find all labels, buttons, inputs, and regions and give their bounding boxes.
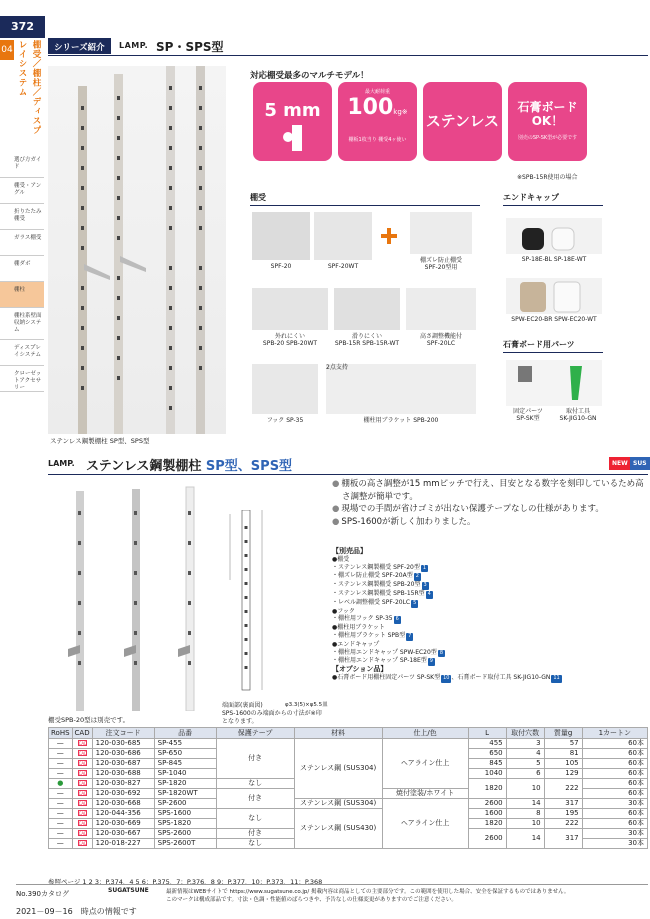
- product-label: SPF-20WT: [327, 263, 359, 270]
- cad-icon: CAD: [78, 771, 88, 776]
- product-label: 滑りにくい SPB-15R SPB-15R-WT: [334, 333, 400, 347]
- cad-icon: CAD: [78, 741, 88, 746]
- cad-icon: CAD: [78, 801, 88, 806]
- nav-item-angle[interactable]: 棚受・アングル: [0, 178, 44, 204]
- drawing-caption: 端面部(裏面図) SPS-1600のみ端面からの寸法が※印となります。: [222, 702, 322, 725]
- product-image: [252, 364, 318, 414]
- product-label: 2点支持: [326, 364, 348, 371]
- product-image: [252, 212, 310, 260]
- cad-icon: CAD: [78, 791, 88, 796]
- product-image: [410, 212, 472, 254]
- table-header-row: RoHS CAD 注文コード 品番 保護テープ 材料 仕上/色 L 取付穴数 質量g 1カートン: [49, 728, 648, 739]
- chapter-name: 棚受／棚柱／ディスプレイシステム: [17, 40, 41, 135]
- gypsum-image: [506, 360, 602, 406]
- company-logo: SUGATSUNE: [108, 887, 149, 894]
- table-row: — CAD 120-030-692 SP-1820WT 付き 焼付塗装/ホワイト 60本: [49, 789, 648, 799]
- load-footnote: ※SPB-15R使用の場合: [517, 174, 578, 181]
- new-badge: NEW: [609, 457, 631, 470]
- catalog-number: No.390カタログ: [16, 890, 69, 898]
- sus-badge: SUS: [630, 457, 650, 470]
- product-title: ステンレス鋼製棚柱 SP型、SPS型: [86, 459, 293, 474]
- nav-item-dowel[interactable]: 棚ダボ: [0, 256, 44, 282]
- accessory-list: 【別売品】 ●棚受 ・ステンレス鋼製棚受 SPF-20型 1 ・棚ズレ防止棚受 SPF-20A型 2 ・ステンレス鋼製棚受 SPB-20型 3 ・ステンレス鋼製棚受 SPB-15R型 4 ・レベル調整棚受 SPF-20LC 5 ●フック ・棚柱用フック SP-35 6 ●棚柱用ブラケット ・棚柱用ブラケット SPB型 7 ●エンドキャップ ・棚柱用エンドキャップ SPW-EC20型 8 ・棚柱用エンドキャップ SP-18E型 9 【オプション品】 ●石膏ボード用棚柱固定パーツ SP-SK型 10 、石膏ボード取付工具 SK-JIG10-GN 11: [332, 547, 560, 681]
- gypsum-section-header: 石膏ボード用パーツ: [503, 339, 603, 353]
- cad-icon: CAD: [78, 761, 88, 766]
- feature-stainless: ステンレス: [423, 82, 502, 161]
- page-number: 372: [0, 16, 45, 38]
- nav-item-guide[interactable]: 選び方ガイド: [0, 152, 44, 178]
- chapter-sidebar: [0, 0, 45, 919]
- info-date: 2021－09－16 時点の情報です: [16, 907, 137, 916]
- brand-logo: LAMP.: [119, 41, 149, 50]
- reference-pages: 参照ページ 1 2 3：P.374、4 5 6：P.375、7：P.376、8 9：P.377、10：P.373、11：P.368: [48, 878, 323, 886]
- rails-caption: 棚受SPB-20型は別売です。: [48, 716, 130, 724]
- cad-icon: CAD: [78, 781, 88, 786]
- table-row: — CAD 120-030-669 SPS-1820 1820 10 222 60本: [49, 819, 648, 829]
- table-row: ● CAD 120-030-827 SP-1820 なし 1820 10 222 60本: [49, 779, 648, 789]
- gypsum-label: 取付工具 SK-JIG10-GN: [559, 408, 597, 422]
- nav-item-wall-system[interactable]: 棚柱系壁面収納システム: [0, 308, 44, 340]
- table-row: — CAD 120-030-668 SP-2600 ステンレス鋼 (SUS304) ヘアライン仕上 2600 14 317 30本: [49, 799, 648, 809]
- nav-item-shelf-rail[interactable]: 棚柱: [0, 282, 44, 308]
- product-image: [252, 288, 328, 330]
- shelf-section-header: 棚受: [250, 192, 480, 206]
- product-label: 棚柱用ブラケット SPB-200: [363, 417, 439, 424]
- product-image: [334, 288, 400, 330]
- table-row: — CAD 120-030-687 SP-845 845 5 105 60本: [49, 759, 648, 769]
- product-label: 高さ調整機能付 SPF-20LC: [419, 333, 462, 347]
- chapter-number: 04: [0, 40, 14, 60]
- chapter-nav: [0, 152, 44, 392]
- product-label: 外れにくい SPB-20 SPB-20WT: [262, 333, 318, 347]
- cad-icon: CAD: [78, 821, 88, 826]
- table-row: — CAD 120-030-667 SPS-2600 付き 2600 14 317 30本: [49, 829, 648, 839]
- tagline: 対応棚受最多のマルチモデル！: [250, 71, 369, 81]
- nav-item-folding[interactable]: 折りたたみ棚受: [0, 204, 44, 230]
- rails-photo: [48, 66, 226, 434]
- endcap-label: SP-18E-BL SP-18E-WT: [521, 256, 587, 263]
- product-label: 棚ズレ防止棚受 SPF-20型用: [419, 257, 462, 271]
- nav-item-glass[interactable]: ガラス棚受: [0, 230, 44, 256]
- feature-max-load: 最大耐荷重 100kg※ 棚板1枚当り 棚受4ヶ使い: [338, 82, 417, 161]
- feature-bullet: ● SPS-1600が新しく加わりました。: [332, 516, 644, 529]
- series-tag: シリーズ紹介: [48, 38, 111, 54]
- product-image: [314, 212, 372, 260]
- rail-illustration: [78, 66, 205, 434]
- cad-icon: CAD: [78, 751, 88, 756]
- series-header: [48, 38, 648, 56]
- series-title: SP・SPS型: [156, 40, 224, 54]
- endcap-image: [506, 278, 602, 314]
- endcap-section-header: エンドキャップ: [503, 192, 603, 206]
- nav-item-closet[interactable]: クローゼットアクセサリー: [0, 366, 44, 392]
- endcap-label: SPW-EC20-BR SPW-EC20-WT: [511, 316, 597, 323]
- product-label: フック SP-35: [266, 417, 304, 424]
- table-row: — CAD 120-044-356 SPS-1600 なし ステンレス鋼 (SUS430) 1600 8 195 60本: [49, 809, 648, 819]
- feature-gypsum: 石膏ボード OK！ 別売のSP-SK型が必要です: [508, 82, 587, 161]
- gypsum-label: 固定パーツ SP-SK型: [513, 408, 543, 422]
- rails-photo-caption: ステンレス鋼製棚柱 SP型、SPS型: [50, 437, 150, 445]
- feature-bullet: ● 棚板の高さ調整が15 mmピッチで行え、目安となる数字を刻印しているため高さ調整が簡単です。: [332, 478, 644, 503]
- table-row: — CAD 120-018-227 SPS-2600T なし 30本: [49, 839, 648, 849]
- product-label: SPF-20: [270, 263, 292, 270]
- cad-icon: CAD: [78, 831, 88, 836]
- table-row: — CAD 120-030-686 SP-650 650 4 81 60本: [49, 749, 648, 759]
- cad-icon: CAD: [78, 841, 88, 846]
- feature-bullets: [332, 478, 644, 528]
- plus-icon: [381, 228, 397, 244]
- cad-icon: CAD: [78, 811, 88, 816]
- screw-hole-label: φ3.3(5)×φ5.5皿: [285, 702, 328, 708]
- footer-note: 最新情報はWEBサイトで https://www.sugatsune.co.jp/ 掲載内容は商品としての主要部分です。この範囲を使用した場合、安全を保証するものではありません。 このマークは構成部品です。寸法・色調・性能値のばらつきや、予告なしの仕様変更がありますのでご注意ください。: [166, 889, 570, 903]
- technical-drawing: [222, 510, 322, 702]
- page-footer: [16, 884, 648, 904]
- product-image: [406, 288, 476, 330]
- table-row: — CAD 120-030-685 SP-455 付き ステンレス鋼 (SUS304) ヘアライン仕上 455 3 57 60本: [49, 739, 648, 749]
- feature-5mm: 5 mm: [253, 82, 332, 161]
- product-image: [326, 364, 476, 414]
- product-header: [48, 455, 648, 475]
- nav-item-display[interactable]: ディスプレイシステム: [0, 340, 44, 366]
- feature-bullet: ● 現場での手間が省けゴミが出ない保護テープなしの仕様があります。: [332, 503, 644, 516]
- table-row: — CAD 120-030-688 SP-1040 1040 6 129 60本: [49, 769, 648, 779]
- spec-table: [48, 727, 648, 849]
- product-rails-photo: [48, 481, 218, 691]
- endcap-image: [506, 218, 602, 254]
- brand-logo: LAMP.: [48, 459, 75, 468]
